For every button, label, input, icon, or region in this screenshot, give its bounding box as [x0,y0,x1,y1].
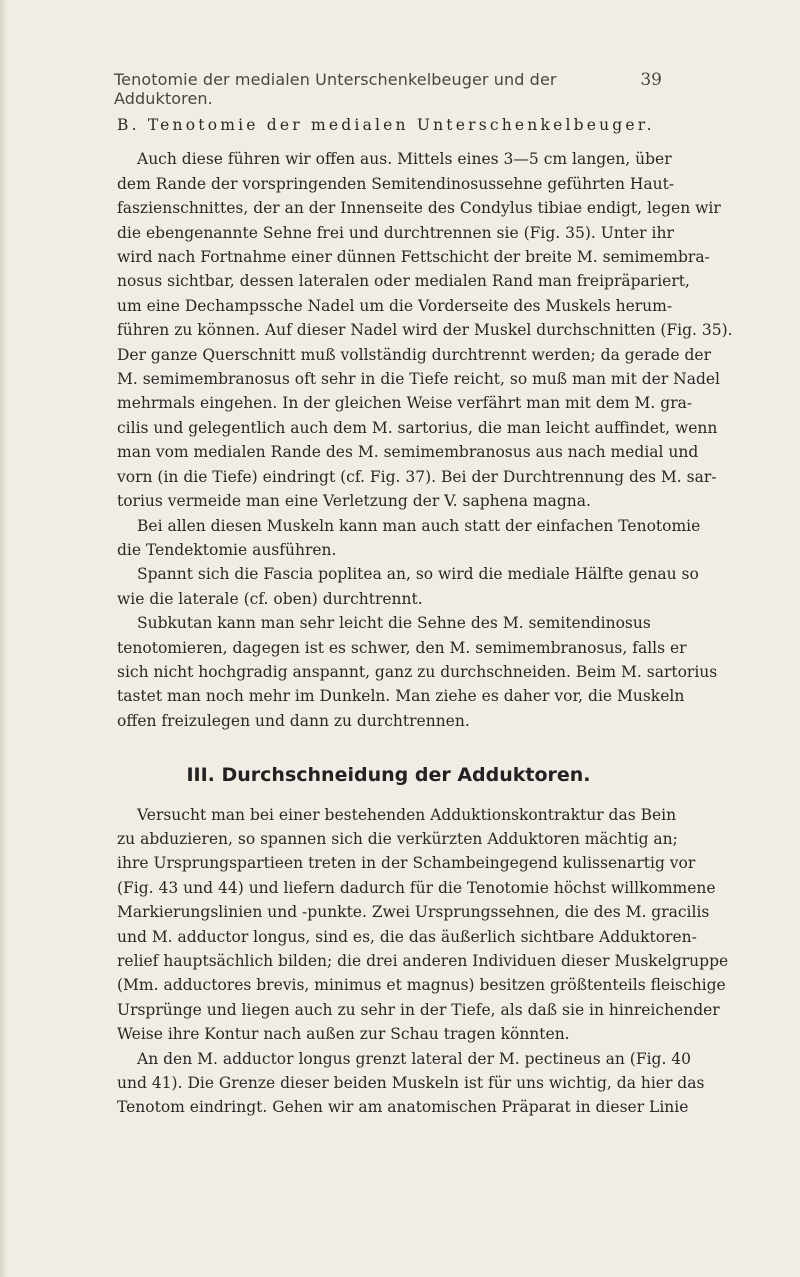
text-line: Subkutan kann man sehr leicht die Sehne des M. semitendinosus [137,614,651,633]
text-line: Tenotom eindringt. Gehen wir am anatomischen Präparat in dieser Linie [117,1098,689,1117]
text-line: cilis und gelegentlich auch dem M. sartorius, die man leicht auffindet, wenn [117,418,718,437]
text-line: torius vermeide man eine Verletzung der V. saphena magna. [117,492,591,511]
text-line: vorn (in die Tiefe) eindringt (cf. Fig. 37). Bei der Durchtrennung des M. sar- [117,467,717,486]
text-line: Bei allen diesen Muskeln kann man auch statt der einfachen Tenotomie [137,516,701,535]
text-line: wie die laterale (cf. oben) durchtrennt. [117,589,423,608]
text-line: dem Rande der vorspringenden Semitendinosussehne geführten Haut- [117,174,675,193]
text-line: um eine Dechampssche Nadel um die Vorderseite des Muskels herum- [117,296,673,315]
text-line: An den M. adductor longus grenzt lateral der M. pectineus an (Fig. 40 [137,1049,692,1068]
text-line: (Fig. 43 und 44) und liefern dadurch für die Tenotomie höchst willkommene [117,878,716,897]
text-line: relief hauptsächlich bilden; die drei anderen Individuen dieser Muskelgruppe [117,952,729,970]
text-line: Spannt sich die Fascia poplitea an, so wird die mediale Hälfte genau so [137,565,699,584]
text-line: Auch diese führen wir offen aus. Mittels eines 3—5 cm langen, über [137,150,672,169]
text-line: die ebengenannte Sehne frei und durchtrennen sie (Fig. 35). Unter ihr [117,223,674,242]
text-line: nosus sichtbar, dessen lateralen oder medialen Rand man freipräpariert, [117,272,690,291]
text-line: tenotomieren, dagegen ist es schwer, den M. semimembranosus, falls er [117,638,687,657]
text-line: M. semimembranosus oft sehr in die Tiefe reicht, so muß man mit der Nadel [117,370,721,389]
page-edge-shadow [0,0,8,1277]
section-iii-paragraphs [117,803,729,1120]
text-line: faszienschnittes, der an der Innenseite des Condylus tibiae endigt, legen wir [117,199,721,218]
section-b-paragraphs [117,147,733,733]
page-number: 39 [640,70,662,90]
text-line: und 41). Die Grenze dieser beiden Muskeln ist für uns wichtig, da hier das [117,1074,705,1093]
text-line: tastet man noch mehr im Dunkeln. Man ziehe es daher vor, die Muskeln [117,687,685,706]
text-line: man vom medialen Rande des M. semimembranosus aus nach medial und [117,443,699,462]
body-text [117,113,733,1120]
text-line: sich nicht hochgradig anspannt, ganz zu durchschneiden. Beim M. sartorius [117,662,718,681]
text-line: zu abduzieren, so spannen sich die verkürzten Adduktoren mächtig an; [117,829,678,848]
running-title: Tenotomie der medialen Unterschenkelbeuger und der Adduktoren. [114,70,557,108]
running-header [114,70,662,108]
text-line: führen zu können. Auf dieser Nadel wird der Muskel durchschnitten (Fig. 35). [117,321,733,340]
text-line: Ursprünge und liegen auch zu sehr in der Tiefe, als daß sie in hinreichender [117,1000,720,1019]
section-iii-heading: III. Durchschneidung der Adduktoren. [186,764,591,787]
text-line: (Mm. adductores brevis, minimus et magnus) besitzen größtenteils fleischige [117,976,726,995]
text-line: Weise ihre Kontur nach außen zur Schau tragen könnten. [117,1025,570,1044]
text-line: wird nach Fortnahme einer dünnen Fettschicht der breite M. semimembra- [117,248,710,267]
text-line: Der ganze Querschnitt muß vollständig durchtrennt werden; da gerade der [117,345,712,364]
text-line: die Tendektomie ausführen. [117,540,337,559]
text-line: ihre Ursprungspartieen treten in der Schambeingegend kulissenartig vor [117,854,696,873]
text-line: und M. adductor longus, sind es, die das äußerlich sichtbare Adduktoren- [117,927,697,946]
text-line: Versucht man bei einer bestehenden Adduktionskontraktur das Bein [137,805,677,824]
text-line: mehrmals eingehen. In der gleichen Weise verfährt man mit dem M. gra- [117,394,693,413]
text-line: offen freizulegen und dann zu durchtrennen. [117,711,470,730]
text-line: Markierungslinien und -punkte. Zwei Ursprungssehnen, die des M. gracilis [117,903,710,922]
section-b-subheading: B. Tenotomie der medialen Unterschenkelbeuger. [117,116,655,134]
